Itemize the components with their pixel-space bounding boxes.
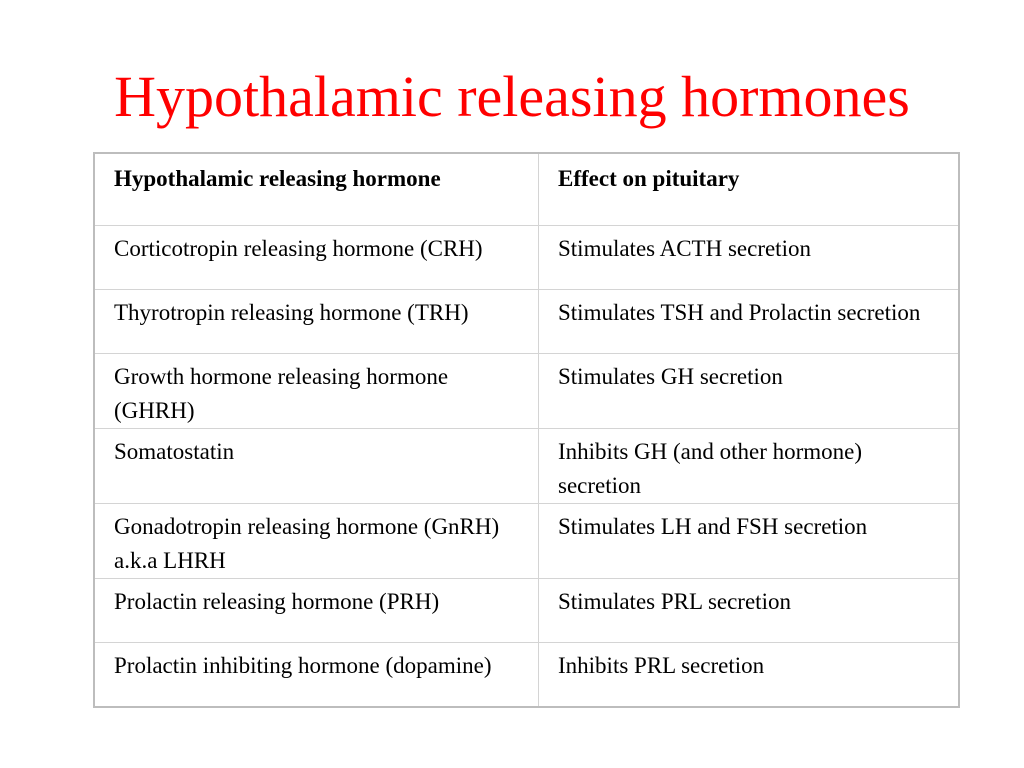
slide-title: Hypothalamic releasing hormones [114,64,910,129]
table-row [95,429,959,504]
column-header-effect: Effect on pituitary [539,154,959,226]
hormone-cell: Somatostatin [95,429,539,504]
table-row [95,504,959,579]
hormone-cell: Corticotropin releasing hormone (CRH) [95,226,539,290]
table-row [95,290,959,354]
hormone-cell: Gonadotropin releasing hormone (GnRH) a.k.a LHRH [95,504,539,579]
table-row [95,226,959,290]
effect-cell: Stimulates TSH and Prolactin secretion [539,290,959,354]
hormone-cell: Thyrotropin releasing hormone (TRH) [95,290,539,354]
effect-cell: Stimulates GH secretion [539,354,959,429]
effect-cell: Inhibits PRL secretion [539,643,959,707]
table-row [95,354,959,429]
hormone-cell: Prolactin inhibiting hormone (dopamine) [95,643,539,707]
effect-cell: Stimulates ACTH secretion [539,226,959,290]
table-row [95,643,959,707]
effect-cell: Inhibits GH (and other hormone) secretion [539,429,959,504]
effect-cell: Stimulates PRL secretion [539,579,959,643]
effect-cell: Stimulates LH and FSH secretion [539,504,959,579]
table-header-row [95,154,959,226]
hormone-cell: Growth hormone releasing hormone (GHRH) [95,354,539,429]
column-header-hormone: Hypothalamic releasing hormone [95,154,539,226]
table-row [95,579,959,643]
hormone-cell: Prolactin releasing hormone (PRH) [95,579,539,643]
hormone-table [94,153,959,707]
